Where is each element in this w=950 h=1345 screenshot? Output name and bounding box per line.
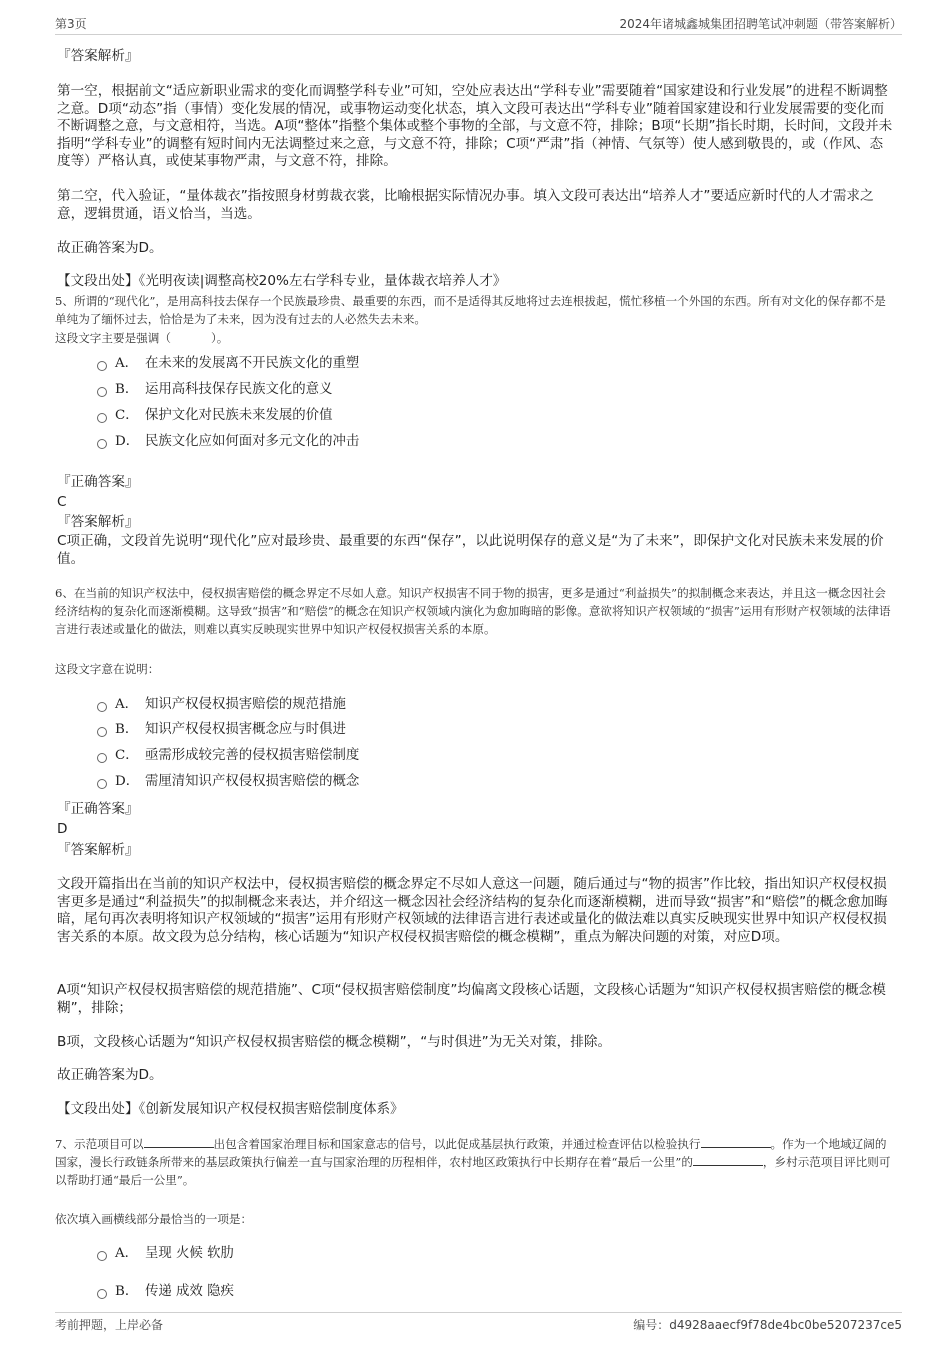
footer-slogan: 考前押题，上岸必备 — [55, 1318, 164, 1332]
fill-blank-2 — [701, 1135, 771, 1148]
q6-analysis-label: 『答案解析』 — [57, 842, 139, 858]
q6-option-b[interactable]: B． 知识产权侵权损害概念应与时俱进 — [97, 721, 346, 739]
q5-answer-label: 『正确答案』 — [57, 474, 139, 490]
radio-icon[interactable] — [97, 779, 107, 789]
q5-prompt: 这段文字主要是强调（ ）。 — [55, 331, 229, 345]
document-title: 2024年诸城鑫城集团招聘笔试冲刺题（带答案解析） — [619, 17, 902, 31]
radio-icon[interactable] — [97, 439, 107, 449]
q6-option-d[interactable]: D． 需厘清知识产权侵权损害赔偿的概念 — [97, 773, 359, 791]
q5-question-text: 5、所谓的“现代化”，是用高科技去保存一个民族最珍贵、最重要的东西，而不是适得其反地将过去连根拔起，慌忙移植一个外国的东西。所有对文化的保存都不是单纯为了缅怀过去，恰恰是为了未来，因为没有过去的人必然失去未来。 — [55, 294, 886, 326]
q6-source: 【文段出处】《创新发展知识产权侵权损害赔偿制度体系》 — [57, 1101, 404, 1117]
document-id: 编号：d4928aaecf9f78de4bc0be5207237ce5 — [633, 1318, 902, 1332]
q5-option-c[interactable]: C． 保护文化对民族未来发展的价值 — [97, 407, 332, 425]
q7-option-b[interactable]: B． 传递 成效 隐疾 — [97, 1283, 234, 1301]
q5-option-d[interactable]: D． 民族文化应如何面对多元文化的冲击 — [97, 433, 359, 451]
q5-analysis-label: 『答案解析』 — [57, 514, 139, 530]
q6-analysis-para2: A项“知识产权侵权损害赔偿的规范措施”、C项“侵权损害赔偿制度”均偏离文段核心话题，文段核心话题为“知识产权侵权损害赔偿的概念模糊”，排除； — [57, 982, 886, 1016]
q4-conclusion: 故正确答案为D。 — [57, 240, 163, 256]
q6-prompt: 这段文字意在说明： — [55, 662, 160, 676]
q7-question-text: 7、示范项目可以 出包含着国家治理目标和国家意志的信号，以此促成基层执行政策，并通过检查评估以检验执行 。作为一个地域辽阔的国家，漫长行政链条所带来的基层政策执行偏差一直与国家治理的历程相伴，农村地区政策执行中长期存在着“最后一公里”的 ，乡村示范项目评比则可以帮助打通“最后一公里”。 — [55, 1137, 891, 1187]
q5-analysis: C项正确，文段首先说明“现代化”应对最珍贵、最重要的东西“保存”，以此说明保存的意义是“为了未来”，即保护文化对民族未来发展的价值。 — [57, 533, 884, 567]
q7-option-a[interactable]: A． 呈现 火候 软肋 — [97, 1245, 234, 1263]
q6-option-a[interactable]: A． 知识产权侵权损害赔偿的规范措施 — [97, 696, 346, 714]
q5-option-a[interactable]: A． 在未来的发展离不开民族文化的重塑 — [97, 355, 359, 373]
page-footer — [55, 1312, 902, 1335]
fill-blank-1 — [144, 1135, 214, 1148]
q4-source: 【文段出处】《光明夜读|调整高校20%左右学科专业，量体裁衣培养人才》 — [57, 273, 507, 289]
q6-option-c[interactable]: C． 亟需形成较完善的侵权损害赔偿制度 — [97, 747, 359, 765]
q6-answer: D — [57, 821, 68, 837]
page-header — [55, 14, 902, 35]
q5-answer: C — [57, 494, 67, 510]
radio-icon[interactable] — [97, 753, 107, 763]
fill-blank-3 — [693, 1153, 763, 1166]
q6-conclusion: 故正确答案为D。 — [57, 1067, 163, 1083]
q6-answer-label: 『正确答案』 — [57, 801, 139, 817]
radio-icon[interactable] — [97, 1251, 107, 1261]
q6-analysis-para3: B项，文段核心话题为“知识产权侵权损害赔偿的概念模糊”，“与时俱进”为无关对策，排除。 — [57, 1034, 612, 1050]
q6-question-text: 6、在当前的知识产权法中，侵权损害赔偿的概念界定不尽如人意。知识产权损害不同于物的损害，更多是通过“利益损失”的拟制概念来表达，并且这一概念因社会经济结构的复杂化而逐渐模糊。这导致“损害”和“赔偿”的概念在知识产权领域内演化为愈加晦暗的影像。意欲将知识产权领域的“损害”运用有形财产权领域的法律语言进行表述或量化的做法，则难以真实反映现实世界中知识产权侵权损害关系的本原。 — [55, 586, 891, 636]
q6-analysis-para1: 文段开篇指出在当前的知识产权法中，侵权损害赔偿的概念界定不尽如人意这一问题，随后通过与“物的损害”作比较，指出知识产权侵权损害更多是通过“利益损失”的拟制概念来表达，并介绍这一概念因社会经济结构的复杂化而逐渐模糊，进而导致“损害”和“赔偿”的概念愈加晦暗，尾句再次表明将知识产权领域的“损害”运用有形财产权领域的法律语言进行表述或量化的做法难以真实反映现实世界中知识产权侵权损害关系的本原。故文段为总分结构，核心话题为“知识产权侵权损害赔偿的概念模糊”，重点为解决问题的对策，对应D项。 — [57, 876, 888, 945]
radio-icon[interactable] — [97, 727, 107, 737]
radio-icon[interactable] — [97, 413, 107, 423]
radio-icon[interactable] — [97, 387, 107, 397]
q5-option-b[interactable]: B． 运用高科技保存民族文化的意义 — [97, 381, 332, 399]
q7-prompt: 依次填入画横线部分最恰当的一项是： — [55, 1212, 253, 1226]
q4-analysis-para1: 第一空，根据前文“适应新职业需求的变化而调整学科专业”可知，空处应表达出“学科专业”需要随着“国家建设和行业发展”的进程不断调整之意。D项“动态”指（事情）变化发展的情况，或事物运动变化状态，填入文段可表达出“学科专业”随着国家建设和行业发展需要的变化而不断调整之意，与文意相符，当选。A项“整体”指整个集体或整个事物的全部，与文意不符，排除；B项“长期”指长时期，长时间，文段并未指明“学科专业”的调整有短时间内无法调整过来之意，与文意不符，排除；C项“严肃”指（神情、气氛等）使人感到敬畏的，或（作风、态度等）严格认真，或使某事物严肃，与文意不符，排除。 — [57, 83, 893, 169]
radio-icon[interactable] — [97, 702, 107, 712]
q4-analysis-label: 『答案解析』 — [57, 48, 139, 64]
radio-icon[interactable] — [97, 361, 107, 371]
q4-analysis-para2: 第二空，代入验证，“量体裁衣”指按照身材剪裁衣裳，比喻根据实际情况办事。填入文段可表达出“培养人才”要适应新时代的人才需求之意，逻辑贯通，语义恰当，当选。 — [57, 188, 874, 222]
radio-icon[interactable] — [97, 1289, 107, 1299]
page-number: 第3页 — [55, 17, 87, 31]
